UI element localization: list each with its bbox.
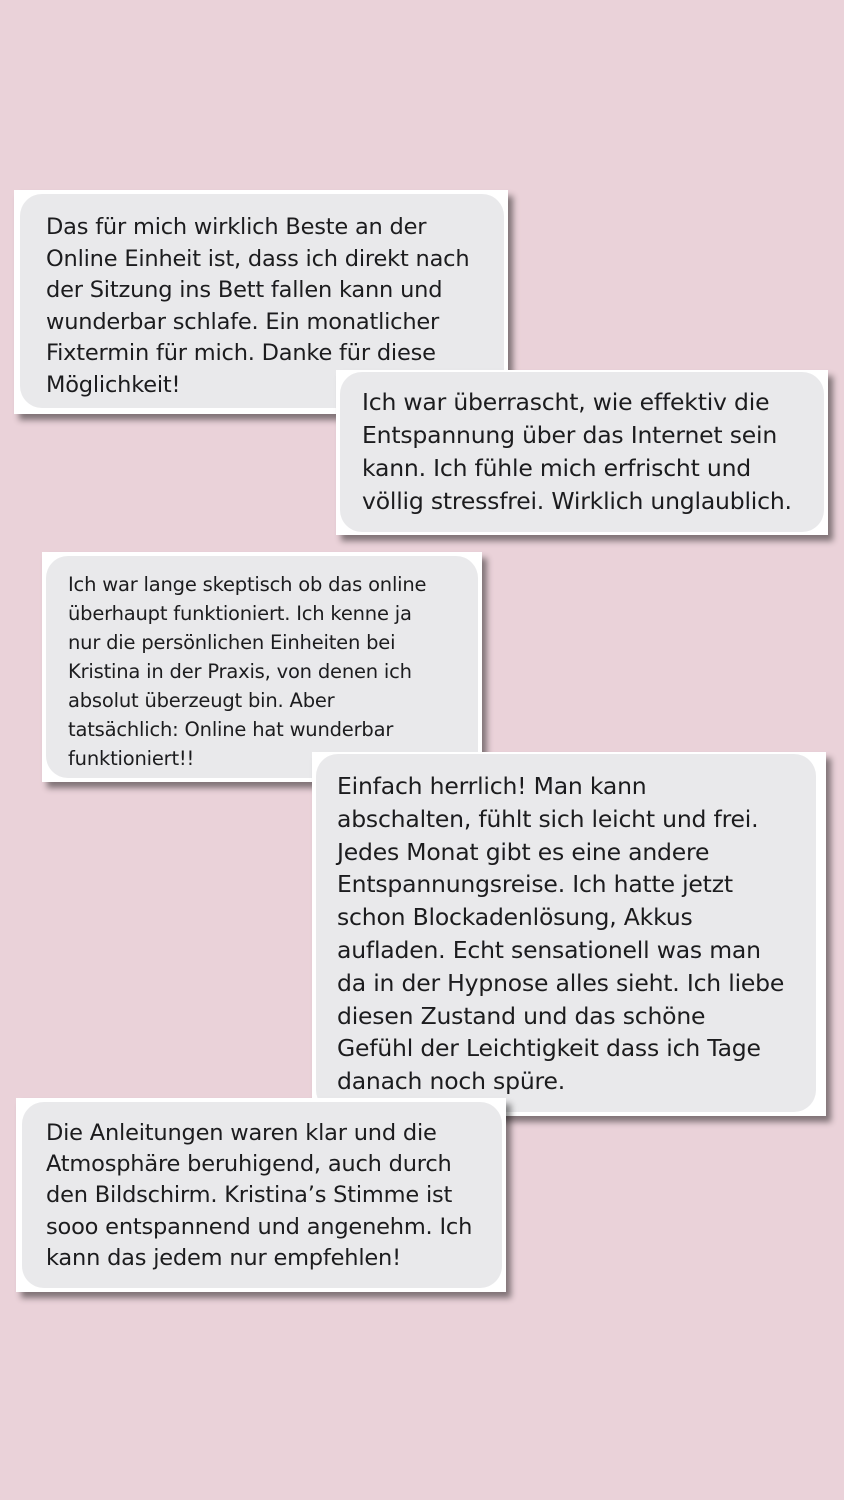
message-bubble-3 (46, 556, 478, 778)
message-text-5: Die Anleitungen waren klar und die Atmosphäre beruhigend, auch durch den Bildschirm. Kristina’s Stimme ist sooo entspannend und angenehm. Ich kann das jedem nur empfehlen! (46, 1120, 473, 1271)
message-text-1: Das für mich wirklich Beste an der Online Einheit ist, dass ich direkt nach der Sitzung ins Bett fallen kann und wunderbar schlafe. Ein monatlicher Fixtermin für mich. Danke für diese Möglichkeit! (46, 214, 470, 398)
message-text-3: Ich war lange skeptisch ob das online überhaupt funktioniert. Ich kenne ja nur die persönlichen Einheiten bei Kristina in der Praxis, von denen ich absolut überzeugt bin. Aber tatsächlich: Online hat wunderbar funktioniert!! (68, 573, 427, 770)
message-bubble-4 (316, 754, 816, 1112)
message-bubble-5 (22, 1102, 502, 1288)
testimonial-card-3 (42, 552, 482, 782)
testimonial-card-5 (16, 1098, 506, 1292)
message-text-2: Ich war überrascht, wie effektiv die Entspannung über das Internet sein kann. Ich fühle mich erfrischt und völlig stressfrei. Wirklich unglaublich. (362, 388, 792, 515)
testimonial-card-2 (336, 370, 828, 535)
message-bubble-2 (340, 372, 824, 532)
testimonial-card-4 (312, 752, 826, 1116)
message-text-4: Einfach herrlich! Man kann abschalten, fühlt sich leicht und frei. Jedes Monat gibt es eine andere Entspannungsreise. Ich hatte jetzt schon Blockadenlösung, Akkus aufladen. Echt sensationell was man da in der Hypnose alles sieht. Ich liebe diesen Zustand und das schöne Gefühl der Leichtigkeit dass ich Tage danach noch spüre. (337, 772, 785, 1096)
